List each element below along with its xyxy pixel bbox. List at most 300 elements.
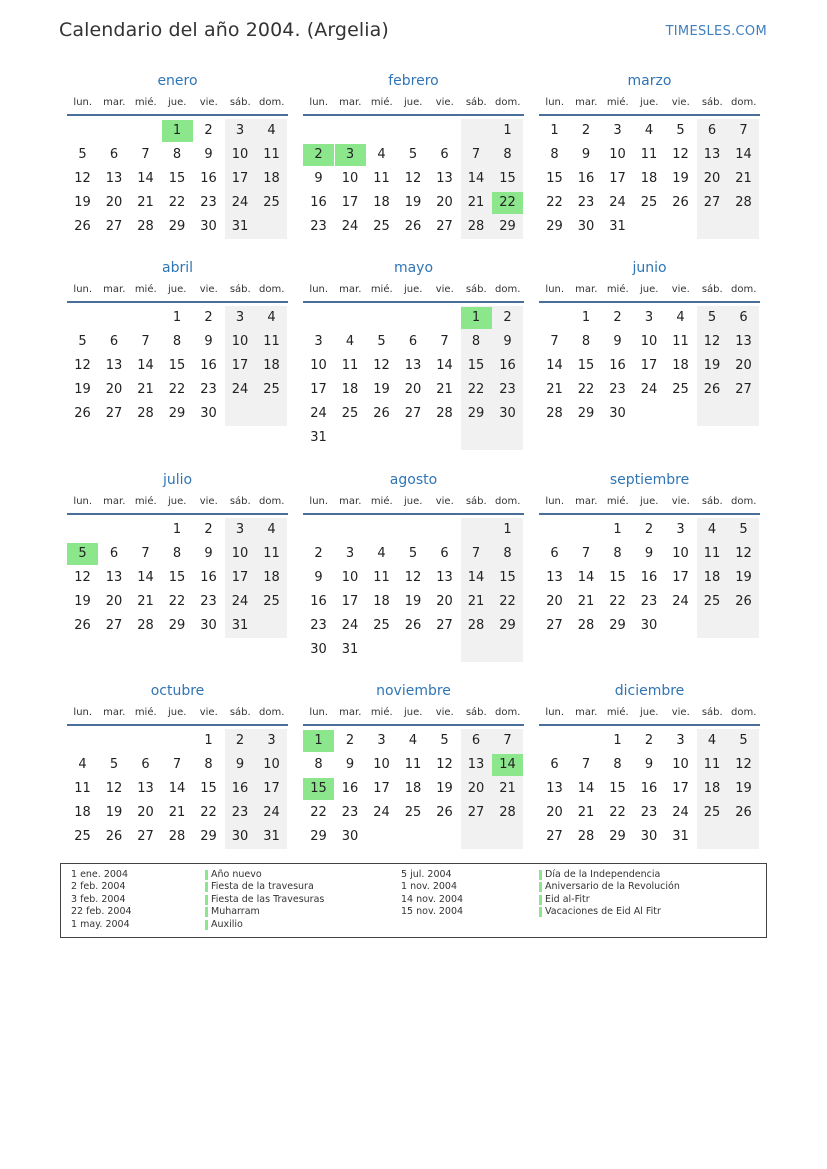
day-cell[interactable]: 14 <box>467 171 485 186</box>
day-cell[interactable]: 27 <box>436 219 453 234</box>
day-cell[interactable]: 21 <box>577 594 595 609</box>
day-cell[interactable]: 24 <box>310 406 327 421</box>
day-cell[interactable]: 5 <box>377 334 386 349</box>
day-cell[interactable]: 18 <box>703 570 721 585</box>
day-cell[interactable]: 3 <box>377 733 386 748</box>
day-cell[interactable]: 9 <box>503 334 512 349</box>
day-cell[interactable]: 13 <box>735 334 752 349</box>
day-cell[interactable]: 6 <box>739 310 748 325</box>
day-cell[interactable]: 25 <box>263 594 280 609</box>
day-cell[interactable]: 26 <box>735 805 752 820</box>
day-cell[interactable]: 25 <box>640 195 658 210</box>
day-cell[interactable]: 28 <box>436 406 453 421</box>
day-cell[interactable]: 1 <box>581 310 591 325</box>
day-cell[interactable]: 17 <box>263 781 280 796</box>
day-cell[interactable]: 12 <box>703 334 721 349</box>
day-cell[interactable]: 10 <box>672 546 689 561</box>
day-cell[interactable]: 22 <box>467 382 485 397</box>
day-cell[interactable]: 27 <box>436 618 453 633</box>
day-cell[interactable]: 11 <box>263 546 280 561</box>
day-cell[interactable]: 27 <box>105 406 123 421</box>
day-cell[interactable]: 12 <box>373 358 390 373</box>
day-cell[interactable]: 2 <box>503 310 512 325</box>
day-cell[interactable]: 9 <box>613 334 622 349</box>
day-cell[interactable]: 26 <box>74 406 91 421</box>
day-cell[interactable]: 1 <box>613 522 622 537</box>
day-cell[interactable]: 4 <box>267 123 276 138</box>
day-cell[interactable]: 29 <box>168 406 186 421</box>
day-cell[interactable]: 25 <box>74 829 91 844</box>
day-cell[interactable]: 1 <box>503 123 512 138</box>
day-cell[interactable]: 27 <box>404 406 422 421</box>
day-cell[interactable]: 24 <box>231 195 249 210</box>
day-cell[interactable]: 7 <box>471 546 481 561</box>
day-cell[interactable]: 18 <box>672 358 689 373</box>
day-cell[interactable]: 8 <box>613 546 622 561</box>
day-cell[interactable]: 12 <box>735 546 752 561</box>
day-cell[interactable]: 1 <box>204 733 213 748</box>
day-cell[interactable]: 22 <box>168 594 186 609</box>
day-cell[interactable]: 20 <box>546 594 563 609</box>
day-cell[interactable]: 13 <box>436 171 453 186</box>
day-cell[interactable]: 4 <box>707 522 717 537</box>
day-cell[interactable]: 8 <box>172 334 182 349</box>
day-cell[interactable]: 8 <box>613 757 622 772</box>
day-cell[interactable]: 24 <box>231 382 249 397</box>
day-cell[interactable]: 22 <box>609 805 626 820</box>
day-cell[interactable]: 19 <box>373 382 390 397</box>
day-cell[interactable]: 23 <box>231 805 249 820</box>
day-cell[interactable]: 29 <box>499 219 516 234</box>
day-cell[interactable]: 21 <box>137 195 154 210</box>
day-cell[interactable]: 22 <box>499 594 516 609</box>
day-cell[interactable]: 17 <box>341 195 359 210</box>
day-cell[interactable]: 2 <box>204 123 213 138</box>
day-cell[interactable]: 24 <box>373 805 390 820</box>
day-cell[interactable]: 6 <box>440 147 449 162</box>
day-cell[interactable]: 27 <box>735 382 752 397</box>
day-cell[interactable]: 13 <box>105 171 123 186</box>
day-cell[interactable]: 6 <box>550 757 559 772</box>
day-cell[interactable]: 4 <box>707 733 717 748</box>
day-cell[interactable]: 17 <box>310 382 327 397</box>
day-cell[interactable]: 5 <box>408 546 418 561</box>
day-cell[interactable]: 8 <box>550 147 559 162</box>
day-cell[interactable]: 3 <box>676 733 685 748</box>
day-cell[interactable]: 15 <box>577 358 595 373</box>
day-cell[interactable]: 7 <box>581 546 591 561</box>
day-cell[interactable]: 23 <box>200 382 217 397</box>
day-cell[interactable]: 19 <box>735 570 752 585</box>
day-cell[interactable]: 7 <box>739 123 748 138</box>
day-cell[interactable]: 3 <box>267 733 276 748</box>
day-cell[interactable]: 15 <box>499 171 516 186</box>
day-cell[interactable]: 11 <box>263 147 280 162</box>
day-cell[interactable]: 21 <box>467 594 485 609</box>
day-cell[interactable]: 14 <box>168 781 186 796</box>
day-cell[interactable]: 14 <box>137 570 154 585</box>
day-cell[interactable]: 16 <box>609 358 626 373</box>
day-cell[interactable]: 17 <box>672 781 689 796</box>
day-cell[interactable]: 7 <box>471 147 481 162</box>
day-cell[interactable]: 12 <box>672 147 689 162</box>
day-cell[interactable]: 5 <box>676 123 685 138</box>
day-cell[interactable]: 8 <box>471 334 481 349</box>
day-cell[interactable]: 25 <box>703 805 721 820</box>
day-cell[interactable]: 29 <box>609 618 626 633</box>
day-cell[interactable]: 20 <box>735 358 752 373</box>
day-cell[interactable]: 6 <box>707 123 717 138</box>
day-cell[interactable]: 24 <box>341 219 359 234</box>
day-cell[interactable]: 3 <box>613 123 622 138</box>
day-cell[interactable]: 1 <box>613 733 622 748</box>
day-cell[interactable]: 3 <box>314 334 323 349</box>
day-cell[interactable]: 2 <box>644 522 654 537</box>
day-cell[interactable]: 10 <box>640 334 658 349</box>
day-cell[interactable]: 4 <box>267 522 276 537</box>
day-cell[interactable]: 11 <box>74 781 91 796</box>
day-cell[interactable]: 23 <box>200 195 217 210</box>
day-cell[interactable]: 29 <box>499 618 516 633</box>
day-cell[interactable]: 10 <box>672 757 689 772</box>
day-cell[interactable]: 15 <box>168 171 186 186</box>
day-cell[interactable]: 11 <box>672 334 689 349</box>
day-cell[interactable]: 10 <box>341 570 359 585</box>
day-cell[interactable]: 21 <box>137 594 154 609</box>
day-cell[interactable]: 7 <box>141 546 150 561</box>
day-cell[interactable]: 7 <box>141 147 150 162</box>
day-cell[interactable]: 13 <box>703 147 721 162</box>
day-cell[interactable]: 29 <box>577 406 595 421</box>
day-cell[interactable]: 12 <box>105 781 123 796</box>
day-cell[interactable]: 28 <box>735 195 752 210</box>
day-cell[interactable]: 6 <box>109 334 119 349</box>
day-cell[interactable]: 16 <box>310 594 327 609</box>
day-cell[interactable]: 31 <box>672 829 689 844</box>
day-cell[interactable]: 29 <box>467 406 485 421</box>
day-cell[interactable]: 10 <box>341 171 359 186</box>
day-cell[interactable]: 26 <box>703 382 721 397</box>
day-cell[interactable]: 12 <box>74 358 91 373</box>
day-cell[interactable]: 21 <box>467 195 485 210</box>
day-cell[interactable]: 20 <box>436 195 453 210</box>
day-cell[interactable]: 17 <box>341 594 359 609</box>
day-cell[interactable]: 12 <box>74 171 91 186</box>
day-cell[interactable]: 15 <box>168 570 186 585</box>
day-cell[interactable]: 19 <box>74 594 91 609</box>
day-cell[interactable]: 6 <box>109 147 119 162</box>
day-cell[interactable]: 22 <box>577 382 595 397</box>
day-cell[interactable]: 31 <box>341 642 359 657</box>
day-cell[interactable]: 23 <box>341 805 359 820</box>
day-cell[interactable]: 9 <box>644 546 654 561</box>
day-cell[interactable]: 8 <box>314 757 323 772</box>
day-cell[interactable]: 27 <box>546 618 563 633</box>
day-cell[interactable]: 4 <box>644 123 654 138</box>
day-cell[interactable]: 9 <box>314 171 323 186</box>
day-cell[interactable]: 17 <box>231 570 249 585</box>
day-cell[interactable]: 28 <box>168 829 186 844</box>
day-cell[interactable]: 11 <box>640 147 658 162</box>
day-cell[interactable]: 15 <box>467 358 485 373</box>
day-cell[interactable]: 24 <box>341 618 359 633</box>
day-cell[interactable]: 13 <box>546 570 563 585</box>
day-cell[interactable]: 13 <box>546 781 563 796</box>
day-cell[interactable]: 30 <box>200 219 217 234</box>
day-cell[interactable]: 16 <box>310 195 327 210</box>
day-cell[interactable]: 9 <box>235 757 245 772</box>
day-cell[interactable]: 16 <box>341 781 359 796</box>
day-cell[interactable]: 23 <box>310 618 327 633</box>
day-cell[interactable]: 26 <box>735 594 752 609</box>
day-cell[interactable]: 7 <box>141 334 150 349</box>
day-cell[interactable]: 7 <box>550 334 559 349</box>
day-cell[interactable]: 26 <box>105 829 123 844</box>
day-cell[interactable]: 4 <box>267 310 276 325</box>
day-cell[interactable]: 24 <box>263 805 280 820</box>
day-cell[interactable]: 18 <box>263 570 280 585</box>
day-cell[interactable]: 20 <box>467 781 485 796</box>
day-cell[interactable]: 28 <box>577 829 595 844</box>
day-cell[interactable]: 29 <box>310 829 327 844</box>
day-cell[interactable]: 5 <box>78 334 87 349</box>
day-cell[interactable]: 30 <box>200 618 217 633</box>
day-cell[interactable]: 19 <box>703 358 721 373</box>
day-cell[interactable]: 9 <box>644 757 654 772</box>
day-cell[interactable]: 26 <box>436 805 453 820</box>
day-cell[interactable]: 6 <box>408 334 418 349</box>
day-cell[interactable]: 2 <box>204 310 213 325</box>
day-cell[interactable]: 18 <box>373 195 390 210</box>
day-cell[interactable]: 11 <box>404 757 422 772</box>
day-cell[interactable]: 24 <box>609 195 626 210</box>
day-cell[interactable]: 29 <box>609 829 626 844</box>
day-cell[interactable]: 10 <box>310 358 327 373</box>
day-cell[interactable]: 12 <box>404 570 422 585</box>
day-cell[interactable]: 21 <box>137 382 154 397</box>
day-cell[interactable]: 2 <box>235 733 245 748</box>
day-cell[interactable]: 25 <box>373 618 390 633</box>
day-cell[interactable]: 15 <box>200 781 217 796</box>
day-cell[interactable]: 23 <box>577 195 595 210</box>
day-cell[interactable]: 20 <box>703 171 721 186</box>
day-cell[interactable]: 25 <box>263 195 280 210</box>
day-cell[interactable]: 6 <box>550 546 559 561</box>
day-cell[interactable]: 28 <box>577 618 595 633</box>
day-cell[interactable]: 20 <box>105 594 123 609</box>
day-cell[interactable]: 1 <box>550 123 559 138</box>
day-cell[interactable]: 3 <box>676 522 685 537</box>
day-cell[interactable]: 18 <box>263 171 280 186</box>
day-cell[interactable]: 28 <box>137 406 154 421</box>
day-cell[interactable]: 9 <box>204 546 213 561</box>
day-cell[interactable]: 1 <box>172 522 182 537</box>
day-cell[interactable]: 1 <box>503 522 512 537</box>
day-cell[interactable]: 21 <box>499 781 516 796</box>
day-cell[interactable]: 27 <box>137 829 154 844</box>
day-cell[interactable]: 10 <box>231 546 249 561</box>
day-cell[interactable]: 18 <box>640 171 658 186</box>
day-cell[interactable]: 3 <box>235 522 245 537</box>
day-cell[interactable]: 17 <box>672 570 689 585</box>
day-cell[interactable]: 24 <box>640 382 658 397</box>
day-cell[interactable]: 30 <box>640 618 658 633</box>
day-cell[interactable]: 19 <box>74 382 91 397</box>
day-cell[interactable]: 5 <box>739 733 748 748</box>
day-cell[interactable]: 28 <box>137 219 154 234</box>
day-cell[interactable]: 17 <box>609 171 626 186</box>
day-cell[interactable]: 19 <box>105 805 123 820</box>
day-cell[interactable]: 6 <box>471 733 481 748</box>
day-cell[interactable]: 27 <box>105 618 123 633</box>
day-cell[interactable]: 17 <box>640 358 658 373</box>
day-cell[interactable]: 31 <box>310 430 327 445</box>
day-cell[interactable]: 26 <box>404 219 422 234</box>
day-cell[interactable]: 25 <box>672 382 689 397</box>
holiday-day-cell[interactable]: 5 <box>67 543 98 565</box>
day-cell[interactable]: 27 <box>105 219 123 234</box>
day-cell[interactable]: 4 <box>377 147 386 162</box>
day-cell[interactable]: 16 <box>231 781 249 796</box>
day-cell[interactable]: 14 <box>436 358 453 373</box>
day-cell[interactable]: 28 <box>499 805 516 820</box>
brand-logo-link[interactable]: TIMESLES.COM <box>665 24 767 39</box>
day-cell[interactable]: 14 <box>735 147 752 162</box>
day-cell[interactable]: 19 <box>74 195 91 210</box>
day-cell[interactable]: 21 <box>168 805 186 820</box>
day-cell[interactable]: 8 <box>172 147 182 162</box>
day-cell[interactable]: 8 <box>581 334 591 349</box>
day-cell[interactable]: 18 <box>263 358 280 373</box>
day-cell[interactable]: 21 <box>546 382 563 397</box>
day-cell[interactable]: 22 <box>200 805 217 820</box>
day-cell[interactable]: 12 <box>436 757 453 772</box>
day-cell[interactable]: 20 <box>105 382 123 397</box>
day-cell[interactable]: 17 <box>231 171 249 186</box>
day-cell[interactable]: 2 <box>204 522 213 537</box>
day-cell[interactable]: 4 <box>676 310 685 325</box>
day-cell[interactable]: 26 <box>404 618 422 633</box>
day-cell[interactable]: 17 <box>231 358 249 373</box>
day-cell[interactable]: 25 <box>263 382 280 397</box>
holiday-day-cell[interactable]: 1 <box>162 120 193 142</box>
day-cell[interactable]: 22 <box>546 195 563 210</box>
day-cell[interactable]: 16 <box>577 171 595 186</box>
day-cell[interactable]: 6 <box>109 546 119 561</box>
day-cell[interactable]: 30 <box>341 829 359 844</box>
day-cell[interactable]: 19 <box>404 594 422 609</box>
day-cell[interactable]: 19 <box>436 781 453 796</box>
holiday-day-cell[interactable]: 14 <box>492 754 523 776</box>
day-cell[interactable]: 3 <box>235 123 245 138</box>
day-cell[interactable]: 11 <box>373 171 390 186</box>
day-cell[interactable]: 19 <box>672 171 689 186</box>
day-cell[interactable]: 9 <box>581 147 591 162</box>
day-cell[interactable]: 31 <box>231 219 249 234</box>
day-cell[interactable]: 18 <box>373 594 390 609</box>
day-cell[interactable]: 3 <box>345 546 355 561</box>
day-cell[interactable]: 25 <box>404 805 422 820</box>
day-cell[interactable]: 5 <box>408 147 418 162</box>
day-cell[interactable]: 9 <box>204 147 213 162</box>
day-cell[interactable]: 2 <box>314 546 323 561</box>
day-cell[interactable]: 15 <box>609 781 626 796</box>
day-cell[interactable]: 26 <box>373 406 390 421</box>
day-cell[interactable]: 22 <box>609 594 626 609</box>
holiday-day-cell[interactable]: 1 <box>461 307 492 329</box>
day-cell[interactable]: 30 <box>310 642 327 657</box>
day-cell[interactable]: 3 <box>235 310 245 325</box>
day-cell[interactable]: 5 <box>78 147 87 162</box>
holiday-day-cell[interactable]: 22 <box>492 192 523 214</box>
day-cell[interactable]: 22 <box>168 382 186 397</box>
day-cell[interactable]: 25 <box>373 219 390 234</box>
day-cell[interactable]: 30 <box>231 829 249 844</box>
day-cell[interactable]: 13 <box>105 570 123 585</box>
day-cell[interactable]: 15 <box>609 570 626 585</box>
day-cell[interactable]: 18 <box>703 781 721 796</box>
day-cell[interactable]: 9 <box>314 570 323 585</box>
day-cell[interactable]: 7 <box>440 334 449 349</box>
day-cell[interactable]: 2 <box>581 123 591 138</box>
day-cell[interactable]: 30 <box>609 406 626 421</box>
day-cell[interactable]: 10 <box>263 757 280 772</box>
day-cell[interactable]: 18 <box>74 805 91 820</box>
day-cell[interactable]: 13 <box>105 358 123 373</box>
day-cell[interactable]: 29 <box>546 219 563 234</box>
day-cell[interactable]: 8 <box>204 757 213 772</box>
day-cell[interactable]: 16 <box>200 358 217 373</box>
day-cell[interactable]: 26 <box>74 219 91 234</box>
day-cell[interactable]: 11 <box>263 334 280 349</box>
day-cell[interactable]: 16 <box>640 570 658 585</box>
day-cell[interactable]: 24 <box>672 594 689 609</box>
holiday-day-cell[interactable]: 2 <box>303 144 334 166</box>
day-cell[interactable]: 16 <box>200 171 217 186</box>
day-cell[interactable]: 21 <box>436 382 453 397</box>
day-cell[interactable]: 18 <box>341 382 359 397</box>
day-cell[interactable]: 1 <box>172 310 182 325</box>
day-cell[interactable]: 15 <box>168 358 186 373</box>
day-cell[interactable]: 4 <box>345 334 355 349</box>
day-cell[interactable]: 17 <box>373 781 390 796</box>
day-cell[interactable]: 5 <box>707 310 717 325</box>
day-cell[interactable]: 20 <box>436 594 453 609</box>
day-cell[interactable]: 24 <box>672 805 689 820</box>
day-cell[interactable]: 9 <box>204 334 213 349</box>
day-cell[interactable]: 10 <box>609 147 626 162</box>
day-cell[interactable]: 20 <box>546 805 563 820</box>
day-cell[interactable]: 10 <box>373 757 390 772</box>
day-cell[interactable]: 23 <box>310 219 327 234</box>
day-cell[interactable]: 14 <box>467 570 485 585</box>
day-cell[interactable]: 9 <box>345 757 355 772</box>
day-cell[interactable]: 10 <box>231 147 249 162</box>
day-cell[interactable]: 31 <box>231 618 249 633</box>
day-cell[interactable]: 13 <box>404 358 422 373</box>
day-cell[interactable]: 16 <box>499 358 516 373</box>
day-cell[interactable]: 8 <box>172 546 182 561</box>
holiday-day-cell[interactable]: 15 <box>303 778 334 800</box>
day-cell[interactable]: 5 <box>109 757 119 772</box>
day-cell[interactable]: 11 <box>703 757 721 772</box>
day-cell[interactable]: 21 <box>735 171 752 186</box>
day-cell[interactable]: 15 <box>546 171 563 186</box>
day-cell[interactable]: 25 <box>703 594 721 609</box>
day-cell[interactable]: 14 <box>577 781 595 796</box>
day-cell[interactable]: 27 <box>467 805 485 820</box>
day-cell[interactable]: 23 <box>640 594 658 609</box>
